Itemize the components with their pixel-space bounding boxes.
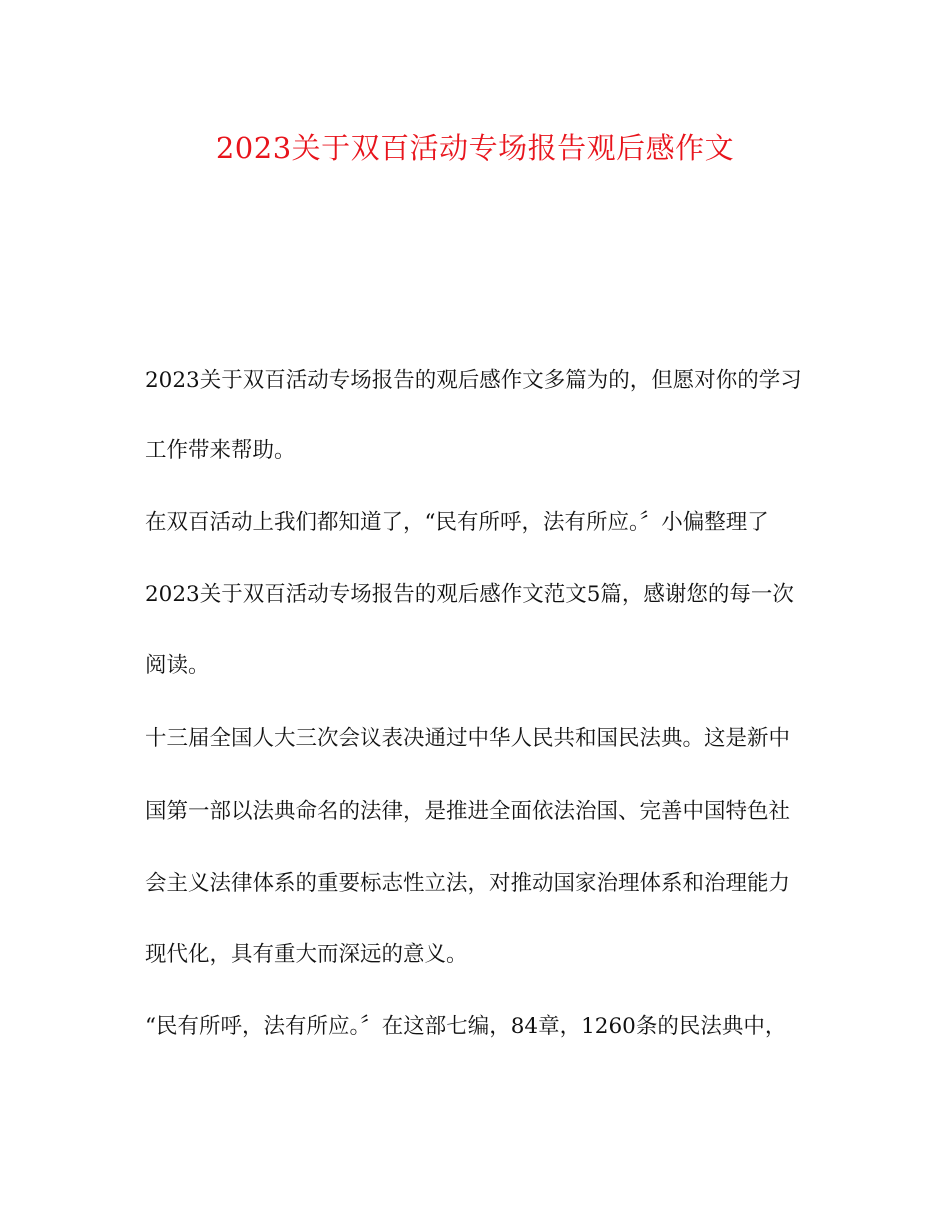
body-line: 十三届全国人大三次会议表决通过中华人民共和国民法典。这是新中	[145, 726, 791, 751]
body-line: 国第一部以法典命名的法律，是推进全面依法治国、完善中国特色社	[145, 799, 791, 824]
body-line: 会主义法律体系的重要标志性立法，对推动国家治理体系和治理能力	[145, 871, 791, 896]
body-line: 工作带来帮助。	[145, 438, 296, 463]
body-line: “民有所呼，法有所应。〞在这部七编，84章，1260条的民法典中，	[145, 1014, 787, 1039]
body-line: 在双百活动上我们都知道了，“民有所呼，法有所应。〞小偏整理了	[145, 510, 769, 535]
body-line: 2023关于双百活动专场报告的观后感作文范文5篇，感谢您的每一次	[145, 582, 794, 607]
body-line: 阅读。	[145, 653, 210, 678]
body-line: 2023关于双百活动专场报告的观后感作文多篇为的，但愿对你的学习	[145, 368, 802, 393]
body-line: 现代化，具有重大而深远的意义。	[145, 942, 468, 967]
document-title: 2023关于双百活动专场报告观后感作文	[215, 131, 735, 165]
